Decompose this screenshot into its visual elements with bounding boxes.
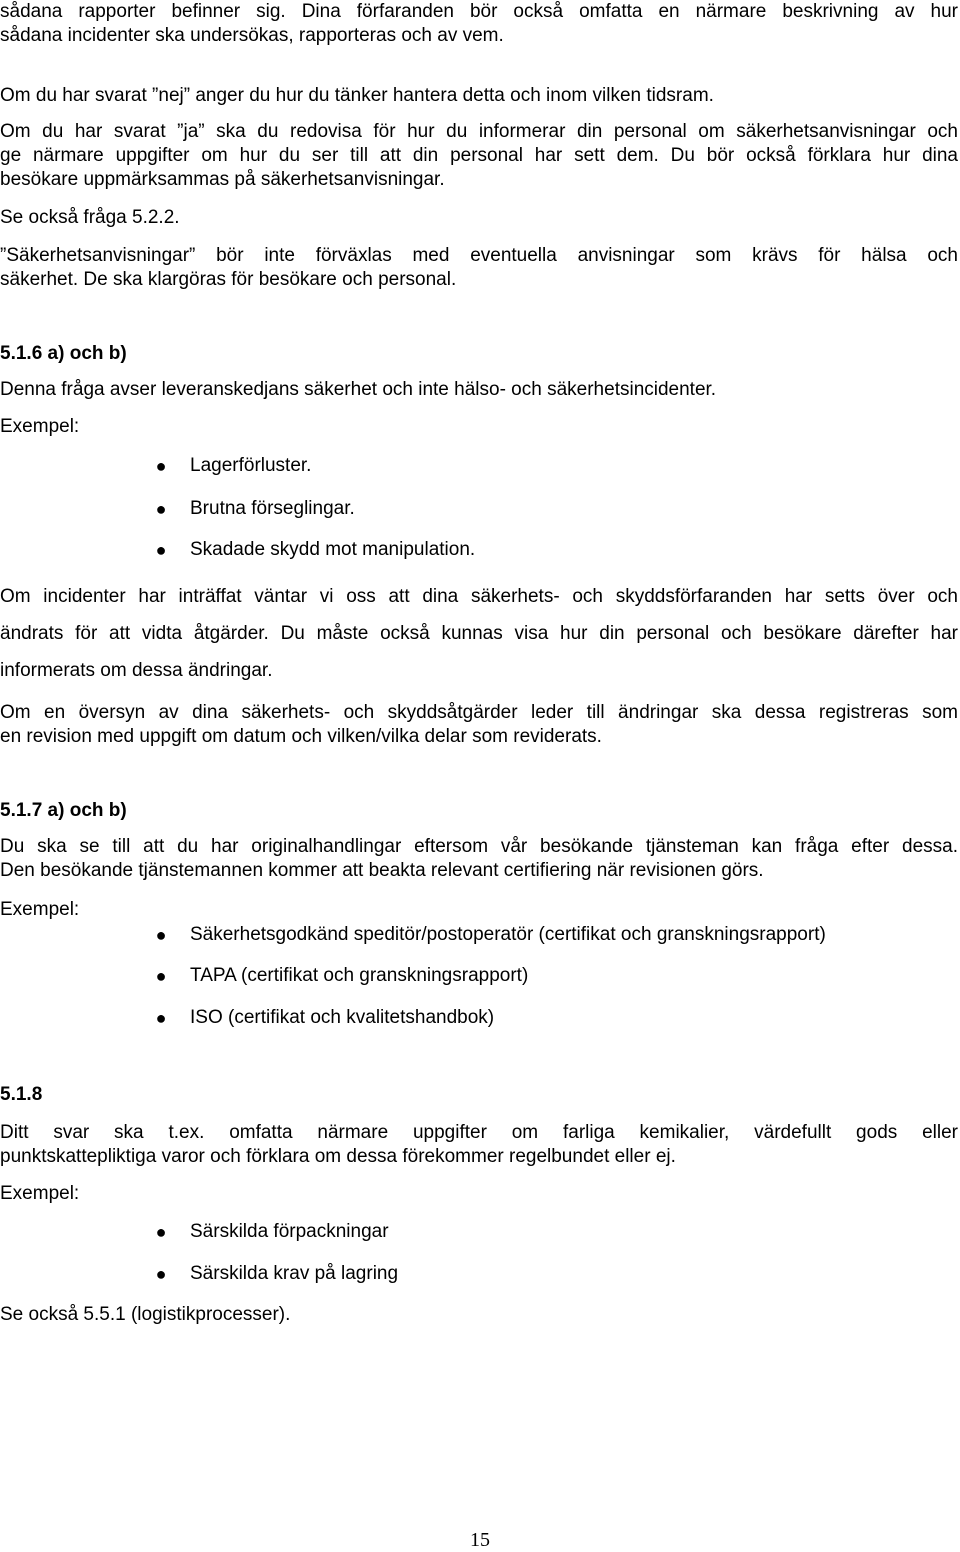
section-heading-516: 5.1.6 a) och b) bbox=[0, 343, 127, 364]
list-item: Särskilda krav på lagring bbox=[190, 1263, 399, 1284]
text-line: Se också 5.5.1 (logistikprocesser). bbox=[0, 1304, 291, 1325]
text-line: Den besökande tjänstemannen kommer att beakta relevant certifiering när revisionen görs. bbox=[0, 860, 764, 881]
list-item: ISO (certifikat och kvalitetshandbok) bbox=[190, 1007, 495, 1028]
text-line: Denna fråga avser leveranskedjans säkerhet och inte hälso- och säkerhetsincidenter. bbox=[0, 379, 717, 400]
text-line: Om en översyn av dina säkerhets- och skyddsåtgärder leder till ändringar ska dessa registreras som bbox=[0, 702, 958, 723]
bullet-icon: ● bbox=[155, 540, 167, 560]
paragraph-518 bbox=[0, 1121, 958, 1169]
text-line: Om du har svarat ”nej” anger du hur du tänker hantera detta och inom vilken tidsram. bbox=[0, 85, 714, 106]
text-line: Du ska se till att du har originalhandlingar eftersom vår besökande tjänsteman kan fråga efter dessa. bbox=[0, 836, 958, 857]
paragraph-no-answer bbox=[0, 84, 958, 108]
paragraph-see-also bbox=[0, 206, 958, 230]
text-line: Om incidenter har inträffat väntar vi oss att dina säkerhets- och skyddsförfaranden har setts över och bbox=[0, 586, 958, 607]
list-item: Skadade skydd mot manipulation. bbox=[190, 539, 476, 560]
exempel-label: Exempel: bbox=[0, 416, 80, 437]
text-line: sådana incidenter ska undersökas, rapporteras och av vem. bbox=[0, 25, 504, 46]
section-heading-518: 5.1.8 bbox=[0, 1084, 43, 1105]
page-number: 15 bbox=[470, 1529, 490, 1551]
list-item: Brutna förseglingar. bbox=[190, 498, 355, 519]
list-item: TAPA (certifikat och granskningsrapport) bbox=[190, 965, 529, 986]
text-line: Ditt svar ska t.ex. omfatta närmare uppgifter om farliga kemikalier, värdefullt gods eller bbox=[0, 1122, 958, 1143]
list-item: Säkerhetsgodkänd speditör/postoperatör (certifikat och granskningsrapport) bbox=[190, 924, 826, 945]
paragraph-517 bbox=[0, 835, 958, 883]
exempel-label: Exempel: bbox=[0, 899, 80, 920]
bullet-icon: ● bbox=[155, 966, 167, 986]
paragraph-yes-answer bbox=[0, 120, 958, 192]
bullet-icon: ● bbox=[155, 1264, 167, 1284]
paragraph-516-incidents bbox=[0, 578, 958, 689]
text-line: Se också fråga 5.2.2. bbox=[0, 207, 180, 228]
paragraph-518-see-also bbox=[0, 1303, 958, 1327]
section-heading-517: 5.1.7 a) och b) bbox=[0, 800, 127, 821]
list-item: Lagerförluster. bbox=[190, 455, 312, 476]
text-line: ändrats för att vidta åtgärder. Du måste också kunnas visa hur din personal och besökare därefter har bbox=[0, 623, 958, 644]
list-item: Särskilda förpackningar bbox=[190, 1221, 389, 1242]
exempel-label: Exempel: bbox=[0, 1183, 80, 1204]
text-line: en revision med uppgift om datum och vilken/vilka delar som reviderats. bbox=[0, 726, 602, 747]
paragraph-reports bbox=[0, 0, 958, 48]
paragraph-516-intro bbox=[0, 378, 958, 402]
text-line: informerats om dessa ändringar. bbox=[0, 660, 273, 681]
bullet-icon: ● bbox=[155, 925, 167, 945]
bullet-icon: ● bbox=[155, 499, 167, 519]
bullet-icon: ● bbox=[155, 1222, 167, 1242]
bullet-icon: ● bbox=[155, 456, 167, 476]
bullet-icon: ● bbox=[155, 1008, 167, 1028]
paragraph-516-review bbox=[0, 701, 958, 749]
paragraph-safety-instructions bbox=[0, 244, 958, 292]
text-line: Om du har svarat ”ja” ska du redovisa för hur du informerar din personal om säkerhetsanvisningar och bbox=[0, 121, 958, 142]
text-line: sådana rapporter befinner sig. Dina förfaranden bör också omfatta en närmare beskrivning av hur bbox=[0, 1, 958, 22]
text-line: ”Säkerhetsanvisningar” bör inte förväxlas med eventuella anvisningar som krävs för hälsa och bbox=[0, 245, 958, 266]
text-line: besökare uppmärksammas på säkerhetsanvisningar. bbox=[0, 169, 445, 190]
text-line: ge närmare uppgifter om hur du ser till att din personal har sett dem. Du bör också förklara hur dina bbox=[0, 145, 958, 166]
text-line: punktskattepliktiga varor och förklara om dessa förekommer regelbundet eller ej. bbox=[0, 1146, 676, 1167]
text-line: säkerhet. De ska klargöras för besökare och personal. bbox=[0, 269, 457, 290]
